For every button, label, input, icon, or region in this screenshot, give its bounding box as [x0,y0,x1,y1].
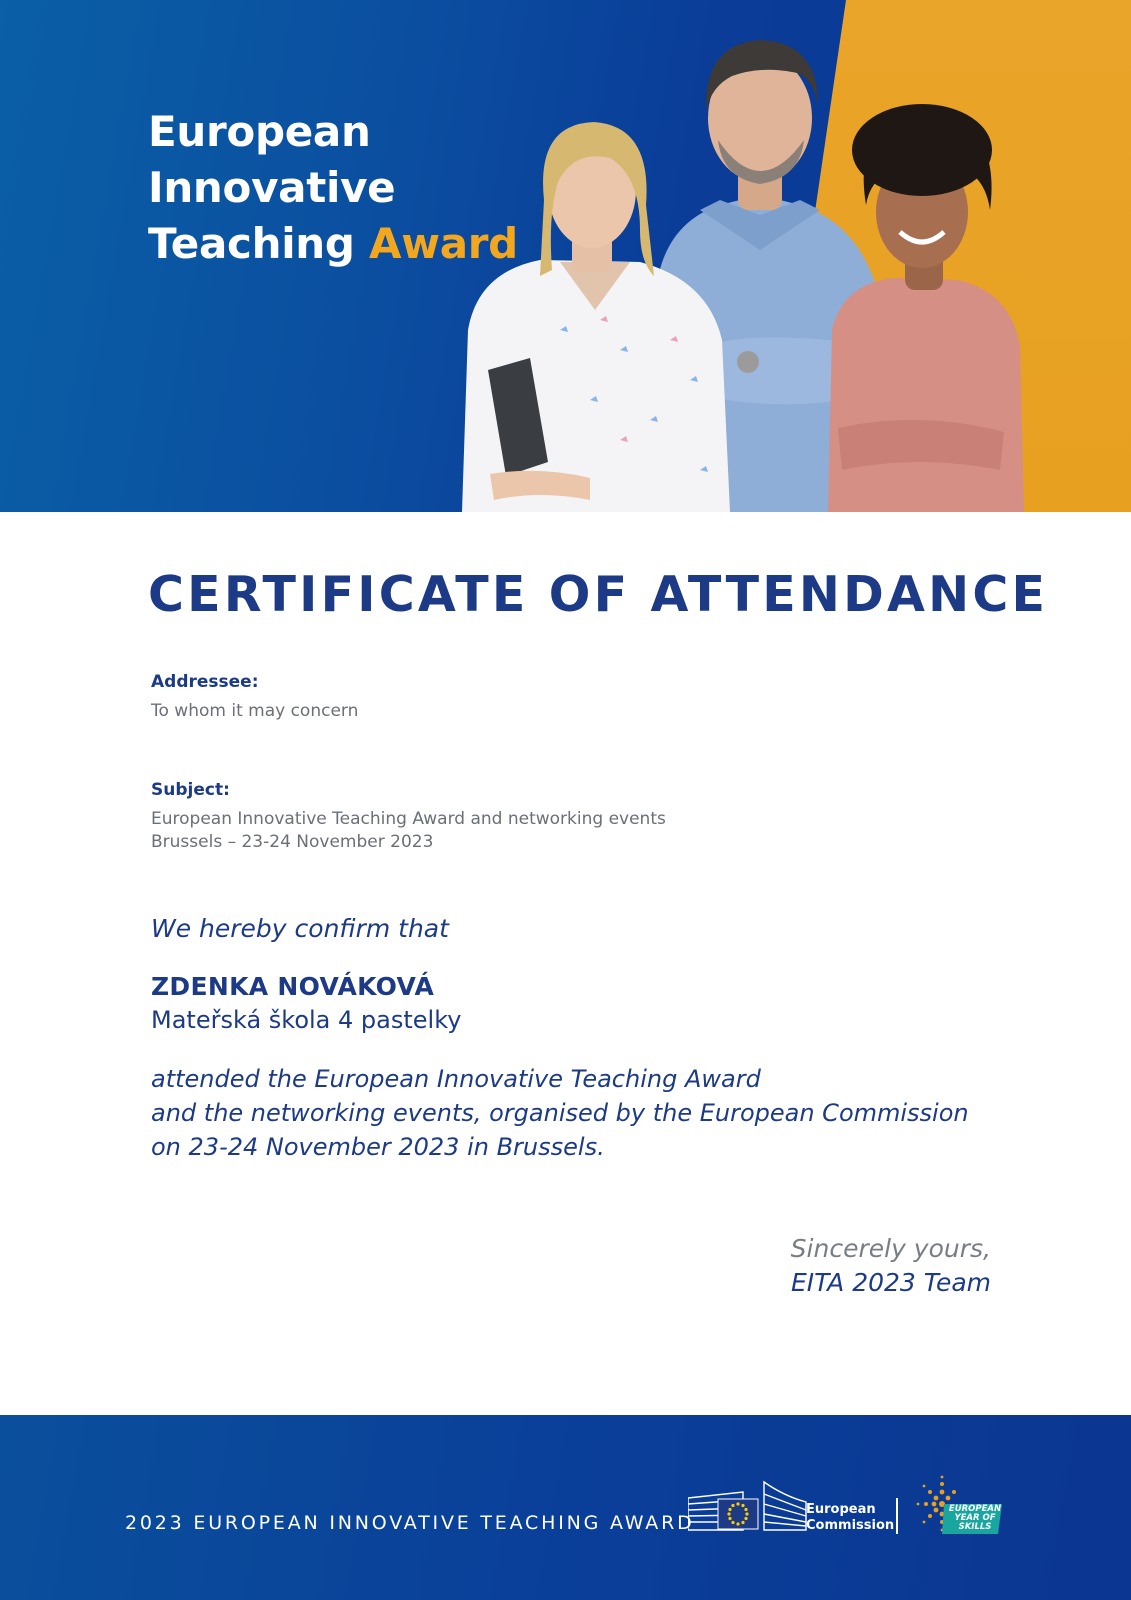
woman-right-figure [828,104,1024,512]
eys-logo-text [944,1505,1006,1532]
attendance-line: on 23-24 November 2023 in Brussels. [151,1133,605,1161]
eys-line: YEAR OF [954,1513,996,1523]
european-commission-logo [688,1478,808,1536]
hero-title-line: European [148,107,371,156]
attendee-school: Mateřská škola 4 pastelky [151,1006,462,1034]
hero-title-word: Teaching [148,219,355,268]
closing-salutation: Sincerely yours, [790,1234,991,1263]
closing-team: EITA 2023 Team [791,1268,991,1297]
ec-name-line: European [806,1502,876,1517]
certificate-title: CERTIFICATE OF ATTENDANCE [148,566,1049,623]
attendee-name: ZDENKA NOVÁKOVÁ [151,972,435,1001]
subject-label: Subject: [151,780,230,800]
attendance-line: attended the European Innovative Teaching Award [151,1065,761,1093]
subject-line: European Innovative Teaching Award and networking events [151,809,666,829]
subject-line: Brussels – 23-24 November 2023 [151,832,434,852]
hero-title-line: Innovative [148,163,396,212]
closing-signature [791,1232,991,1300]
hero-title-accent: Award [369,219,518,268]
addressee-label: Addressee: [151,672,259,692]
addressee-value: To whom it may concern [151,701,359,721]
eys-line: SKILLS [958,1522,992,1532]
eys-line: EUROPEAN [948,1504,1002,1514]
footer-award-text: 2023 EUROPEAN INNOVATIVE TEACHING AWARD [125,1512,695,1534]
ec-name-line: Commission [806,1518,895,1533]
attendance-statement [151,1062,969,1164]
logo-divider [896,1498,898,1534]
hero-banner [0,0,1131,512]
attendance-line: and the networking events, organised by the European Commission [151,1099,969,1127]
european-commission-name [806,1502,894,1534]
hero-title [148,104,518,272]
subject-value [151,808,666,854]
confirm-text: We hereby confirm that [151,914,449,943]
hero-title-line [148,216,518,272]
